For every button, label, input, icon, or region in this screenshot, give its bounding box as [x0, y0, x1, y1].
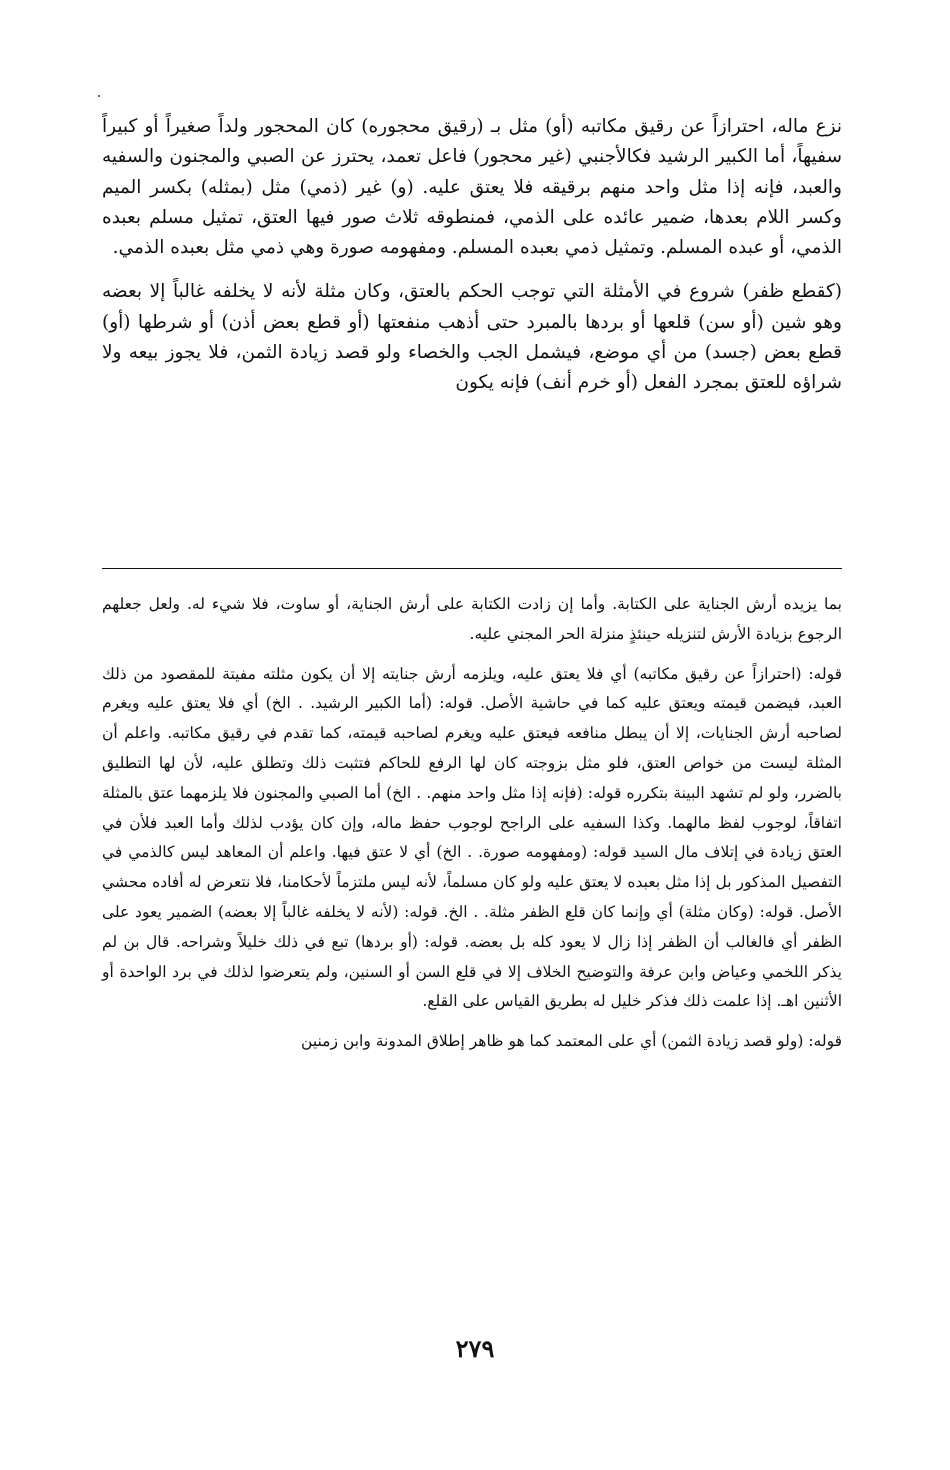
footnote-separator — [102, 568, 842, 569]
footnotes — [102, 590, 842, 1057]
page-number: ٢٧٩ — [455, 1334, 495, 1363]
main-paragraph: (كقطع ظفر) شروع في الأمثلة التي توجب الحكم بالعتق، وكان مثلة لأنه لا يخلفه غالباً إلا بعضه وهو شين (أو سن) قلعها أو بردها بالمبرد حتى أذهب منفعتها (أو قطع بعض أذن) أو شرطها (أو) قطع بعض (جسد) من أي موضع، فيشمل الجب والخصاء ولو قصد زيادة الثمن، فلا يجوز بيعه ولا شراؤه للعتق بمجرد الفعل (أو خرم أنف) فإنه يكون — [102, 281, 842, 394]
footnote-paragraph: قوله: (ولو قصد زيادة الثمن) أي على المعتمد كما هو ظاهر إطلاق المدونة وابن زمنين — [301, 1032, 842, 1051]
footnote-paragraph: بما يزيده أرش الجناية على الكتابة. وأما إن زادت الكتابة على أرش الجناية، أو ساوت، فلا شيء له. ولعل جعلهم الرجوع بزيادة الأرش لتنزيله حينئذٍ منزلة الحر المجني عليه. — [102, 595, 842, 643]
stray-ink-mark — [98, 95, 100, 97]
footnote-paragraph: قوله: (احترازاً عن رقيق مكاتبه) أي فلا يعتق عليه، ويلزمه أرش جنايته إلا أن يكون مثلته مفيتة للمقصود من ذلك العبد، فيضمن قيمته ويعتق عليه كما في حاشية الأصل. قوله: (أما الكبير الرشيد. . الخ) أي فلا يعتق عليه ويغرم لصاحبه أرش الجنايات، إلا أن يبطل منافعه فيعتق عليه ويغرم لصاحبه قيمته، كما تقدم في رقيق مكاتبه. واعلم أن المثلة ليست من خواص العتق، فلو مثل بزوجته كان لها الرفع للحاكم فتثبت ذلك وتطلق عليه، لأن لها التطليق بالضرر، ولو لم تشهد البينة بتكرره قوله: (فإنه إذا مثل واحد منهم. . الخ) أما الصبي والمجنون فلا يلزمهما عتق بالمثلة اتفاقاً، لوجوب لفظ مالهما. وكذا السفيه على الراجح لوجوب حفظ ماله، وإن كان يؤدب لذلك وأما العبد فلأن في العتق زيادة في إتلاف مال السيد قوله: (ومفهومه صورة. . الخ) أي لا عتق فيها. واعلم أن المعاهد ليس كالذمي في التفصيل المذكور بل إذا مثل بعبده لا يعتق عليه ولو كان مسلماً، لأنه ليس ملتزماً لأحكامنا، فلا نتعرض له أفاده محشي الأصل. قوله: (وكان مثلة) أي وإنما كان قلع الظفر مثلة. . الخ. قوله: (لأنه لا يخلفه غالباً إلا بعضه) الضمير يعود على الظفر أي فالغالب أن الظفر إذا زال لا يعود كله بل بعضه. قوله: (أو بردها) تبع في ذلك خليلاً وشراحه. قال بن لم يذكر اللخمي وعياض وابن عرفة والتوضيح الخلاف إلا في قلع السن أو السنين، ولم يتعرضوا لذلك في برد الواحدة أو الأثنين اهـ. إذا علمت ذلك فذكر خليل له بطريق القياس على القلع. — [102, 664, 842, 1011]
main-paragraph: نزع ماله، احترازاً عن رقيق مكاتبه (أو) مثل بـ (رقيق محجوره) كان المحجور ولداً صغيراً أو كبيراً سفيهاً، أما الكبير الرشيد فكالأجنبي (غير محجور) فاعل تعمد، يحترز عن الصبي والمجنون والسفيه والعبد، فإنه إذا مثل واحد منهم برقيقه فلا يعتق عليه. (و) غير (ذمي) مثل (بمثله) بكسر الميم وكسر اللام بعدها، ضمير عائده على الذمي، فمنطوقه ثلاث صور فيها العتق، تمثيل مسلم بعبده الذمي، أو عبده المسلم. وتمثيل ذمي بعبده المسلم. ومفهومه صورة وهي ذمي مثل بعبده الذمي. — [102, 116, 842, 259]
main-text — [102, 112, 842, 399]
